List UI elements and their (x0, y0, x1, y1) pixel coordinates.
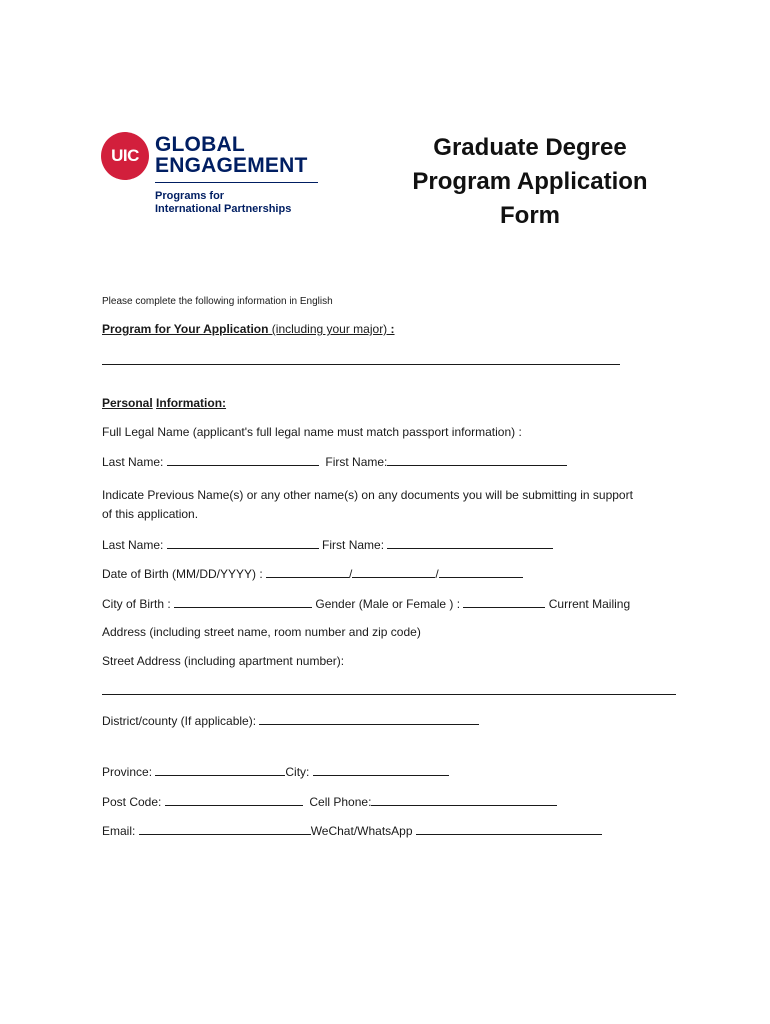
dob-month-field[interactable] (266, 566, 349, 578)
first-name-field[interactable] (387, 454, 567, 466)
logo-word-engagement: ENGAGEMENT (155, 154, 308, 177)
last-name-field[interactable] (167, 454, 319, 466)
email-wechat-row: Email: WeChat/WhatsApp (102, 823, 602, 838)
address-description: Address (including street name, room number and zip code) (102, 625, 421, 639)
city-of-birth-field[interactable] (174, 596, 312, 608)
program-label: Program for Your Application (102, 322, 269, 336)
wechat-whatsapp-field[interactable] (416, 823, 602, 835)
legal-name-row: Last Name: First Name: (102, 454, 567, 469)
district-field[interactable] (259, 713, 479, 725)
province-city-row: Province: City: (102, 764, 449, 779)
program-input-line[interactable] (102, 364, 620, 365)
form-title: Graduate Degree Program Application Form (412, 134, 648, 229)
logo-subtitle-line1: Programs for (155, 190, 225, 202)
previous-name-row: Last Name: First Name: (102, 537, 553, 552)
email-field[interactable] (139, 823, 311, 835)
dob-day-field[interactable] (352, 566, 435, 578)
logo-subtitle-line2: International Partnerships (155, 203, 292, 215)
logo-word-global: GLOBAL (155, 133, 245, 156)
logo-divider (155, 182, 318, 183)
gender-field[interactable] (463, 596, 545, 608)
intro-instruction: Please complete the following information in English (102, 296, 333, 307)
date-of-birth-row: Date of Birth (MM/DD/YYYY) : / / (102, 566, 523, 581)
birth-gender-row: City of Birth : Gender (Male or Female ) : Current Mailing (102, 597, 631, 611)
previous-names-instruction-line1: Indicate Previous Name(s) or any other name(s) on any documents you will be submitting in support (102, 488, 633, 502)
uic-logo-mark: UIC (101, 132, 149, 180)
city-field[interactable] (313, 764, 449, 776)
program-suffix: (including your major) (268, 322, 391, 336)
previous-first-name-field[interactable] (387, 537, 553, 549)
district-row: District/county (If applicable): (102, 713, 479, 728)
previous-names-instruction-line2: of this application. (102, 507, 199, 521)
dob-year-field[interactable] (439, 566, 523, 578)
street-address-label: Street Address (including apartment number): (102, 654, 345, 668)
province-field[interactable] (155, 764, 285, 776)
cell-phone-field[interactable] (371, 794, 557, 806)
personal-information-heading: Personal Information: (102, 396, 227, 410)
full-legal-name-label: Full Legal Name (applicant's full legal name must match passport information) : (102, 425, 522, 439)
uic-global-engagement-logo (101, 132, 321, 222)
street-address-input-line[interactable] (102, 694, 676, 695)
post-code-field[interactable] (165, 794, 303, 806)
postcode-phone-row: Post Code: Cell Phone: (102, 794, 557, 809)
program-label-row: Program for Your Application (including your major) : (102, 322, 395, 336)
previous-last-name-field[interactable] (167, 537, 319, 549)
